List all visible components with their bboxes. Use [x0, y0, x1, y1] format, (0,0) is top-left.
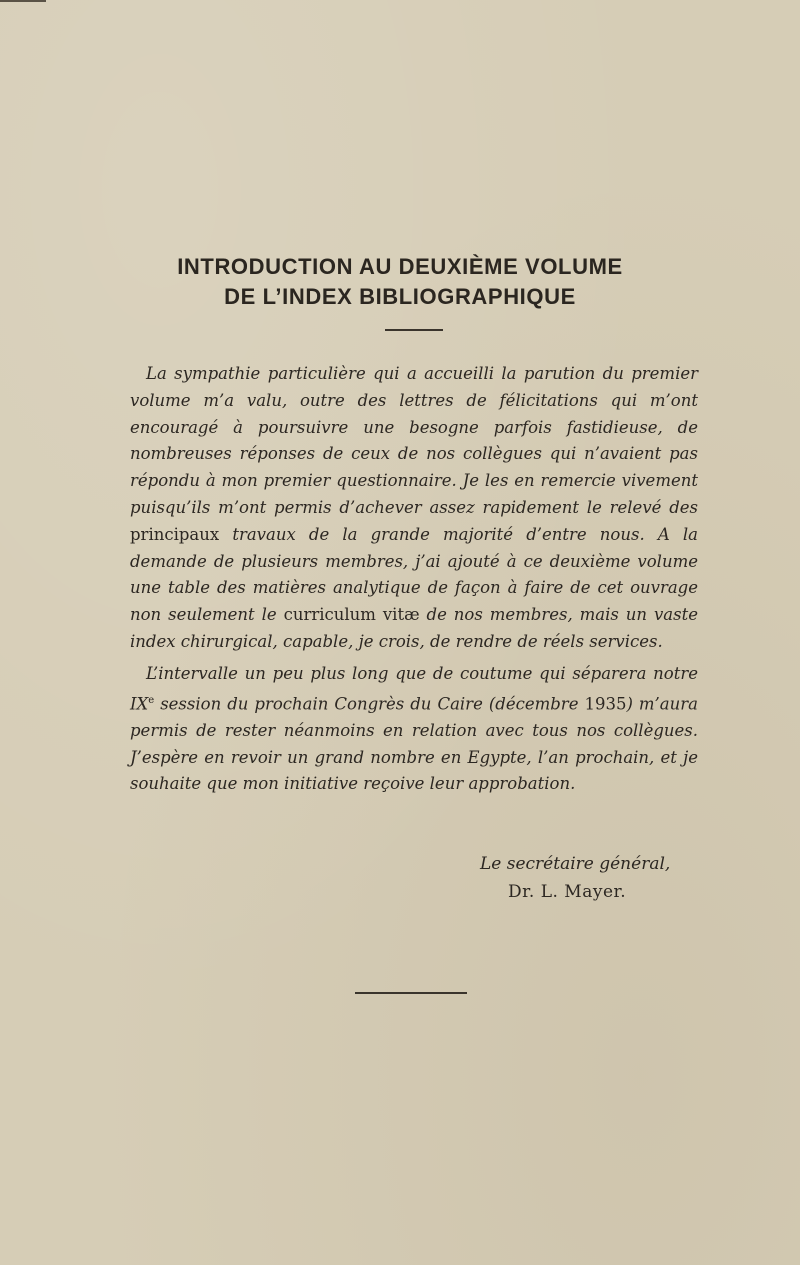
- p2-text-c: ) m’aura permis de rester néanmoins en relation avec tous nos collègues. J’espère en revoir un grand nombre en Egypte, l’an prochain, et je souhaite que mon initiative reçoive leur approbation.: [130, 694, 698, 794]
- body-text: [130, 361, 698, 798]
- title-line-2: DE L’INDEX BIBLIOGRAPHIQUE: [224, 284, 576, 309]
- p1-text-a: La sympathie particulière qui a accueilli la parution du premier volume m’a valu, outre des lettres de félicitations qui m’ont encouragé à poursuivre une besogne parfois fastidieuse, de nombreuses réponses de ceux de nos collègues qui n’avaient pas répondu à mon premier questionnaire. Je les en remercie vivement puisqu’ils m’ont permis d’achever assez rapidement le relevé des: [130, 364, 698, 517]
- p2-superscript: e: [148, 694, 155, 706]
- p2-year: 1935: [584, 694, 627, 714]
- p2-text-b: session du prochain Congrès du Caire (décembre: [154, 694, 585, 714]
- title-line-1: INTRODUCTION AU DEUXIÈME VOLUME: [177, 254, 623, 279]
- p1-roman-a: principaux: [130, 524, 220, 544]
- p1-text-b: travaux de la grande majorité d’entre nous. A la demande de plusieurs membres, j’ai ajouté à ce deuxième volume une table des matières analytique de façon à faire de cet ouvrage non seulement le: [130, 524, 698, 625]
- p1-roman-b: curriculum vitæ: [283, 605, 420, 625]
- signature-role: Le secrétaire général,: [480, 854, 671, 874]
- signature-block: [480, 850, 720, 906]
- paragraph-1: [130, 361, 698, 656]
- paragraph-2: [130, 661, 698, 798]
- title-divider: [385, 329, 443, 331]
- closing-divider: [355, 992, 467, 994]
- page-title: [0, 252, 800, 312]
- top-edge-rule: [0, 0, 46, 2]
- p1-text-c: de nos membres, mais un vaste index chirurgical, capable, je crois, de rendre de réels services.: [130, 605, 698, 651]
- p2-text-a: L’intervalle un peu plus long que de coutume qui séparera notre IX: [130, 663, 698, 714]
- signature-name: Dr. L. Mayer.: [508, 882, 627, 902]
